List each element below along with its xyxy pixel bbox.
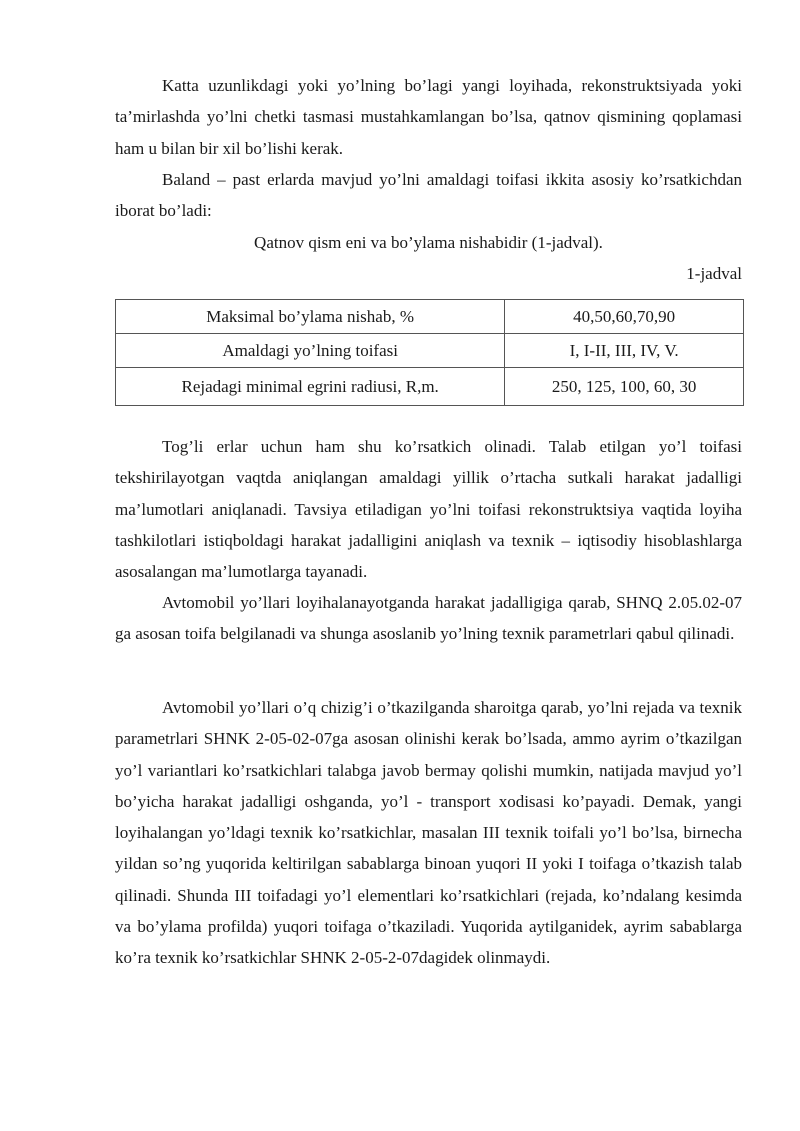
parameters-table (115, 299, 744, 406)
table-cell-label: Rejadagi minimal egrini radiusi, R,m. (116, 368, 505, 406)
table-caption: Qatnov qism eni va bo’ylama nishabidir (1-jadval). (254, 233, 603, 252)
table-label: 1-jadval (686, 264, 742, 283)
table-row (116, 368, 744, 406)
paragraph-2: Baland – past erlarda mavjud yo’lni amaldagi toifasi ikkita asosiy ko’rsatkichdan iborat bo’ladi: (115, 170, 742, 221)
table-row (116, 334, 744, 368)
table-cell-value: 40,50,60,70,90 (505, 300, 744, 334)
table-cell-label: Maksimal bo’ylama nishab, % (116, 300, 505, 334)
table-row (116, 300, 744, 334)
paragraph-4: Avtomobil yo’llari loyihalanayotganda harakat jadalligiga qarab, SHNQ 2.05.02-07 ga asosan toifa belgilanadi va shunga asoslanib yo’lning texnik parametrlari qabul qilinadi. (115, 593, 742, 644)
paragraph-5: Avtomobil yo’llari o’q chizig’i o’tkazilganda sharoitga qarab, yo’lni rejada va texnik parametrlari SHNK 2-05-02-07ga asosan olinishi kerak bo’lsada, ammo ayrim o’tkazilgan yo’l variantlari ko’rsatkichlari talabga javob bermay qolishi mumkin, natijada mavjud yo’l bo’yicha harakat jadalligi oshganda, yo’l - transport xodisasi ko’payadi. Demak, yangi loyihalangan yo’ldagi texnik ko’rsatkichlar, masalan III texnik toifali yo’l bo’lsa, birnecha yildan so’ng yuqorida keltirilgan sabablarga binoan yuqori II yoki I toifaga o’tkazish talab qilinadi. Shunda III toifadagi yo’l elementlari ko’rsatkichlari (rejada, ko’ndalang kesimda va bo’ylama profilda) yuqori toifaga o’tkaziladi. Yuqorida aytilganidek, ayrim sabablarga ko’ra texnik ko’rsatkichlar SHNK 2-05-2-07dagidek olinmaydi. (115, 698, 742, 968)
paragraph-1: Katta uzunlikdagi yoki yo’lning bo’lagi yangi loyihada, rekonstruktsiyada yoki ta’mirlashda yo’lni chetki tasmasi mustahkamlangan bo’lsa, qatnov qismining qoplamasi ham u bilan bir xil bo’lishi kerak. (115, 76, 742, 158)
paragraph-3: Tog’li erlar uchun ham shu ko’rsatkich olinadi. Talab etilgan yo’l toifasi tekshirilayotgan vaqtda aniqlangan amaldagi yillik o’rtacha sutkali harakat jadalligi ma’lumotlari aniqlanadi. Tavsiya etiladigan yo’lni toifasi rekonstruktsiya vaqtida loyiha tashkilotlari istiqboldagi harakat jadalligini aniqlash va texnik – iqtisodiy hisoblashlarga asosalangan ma’lumotlarga tayanadi. (115, 437, 742, 582)
table-cell-label: Amaldagi yo’lning toifasi (116, 334, 505, 368)
table-cell-value: I, I-II, III, IV, V. (505, 334, 744, 368)
table-cell-value: 250, 125, 100, 60, 30 (505, 368, 744, 406)
